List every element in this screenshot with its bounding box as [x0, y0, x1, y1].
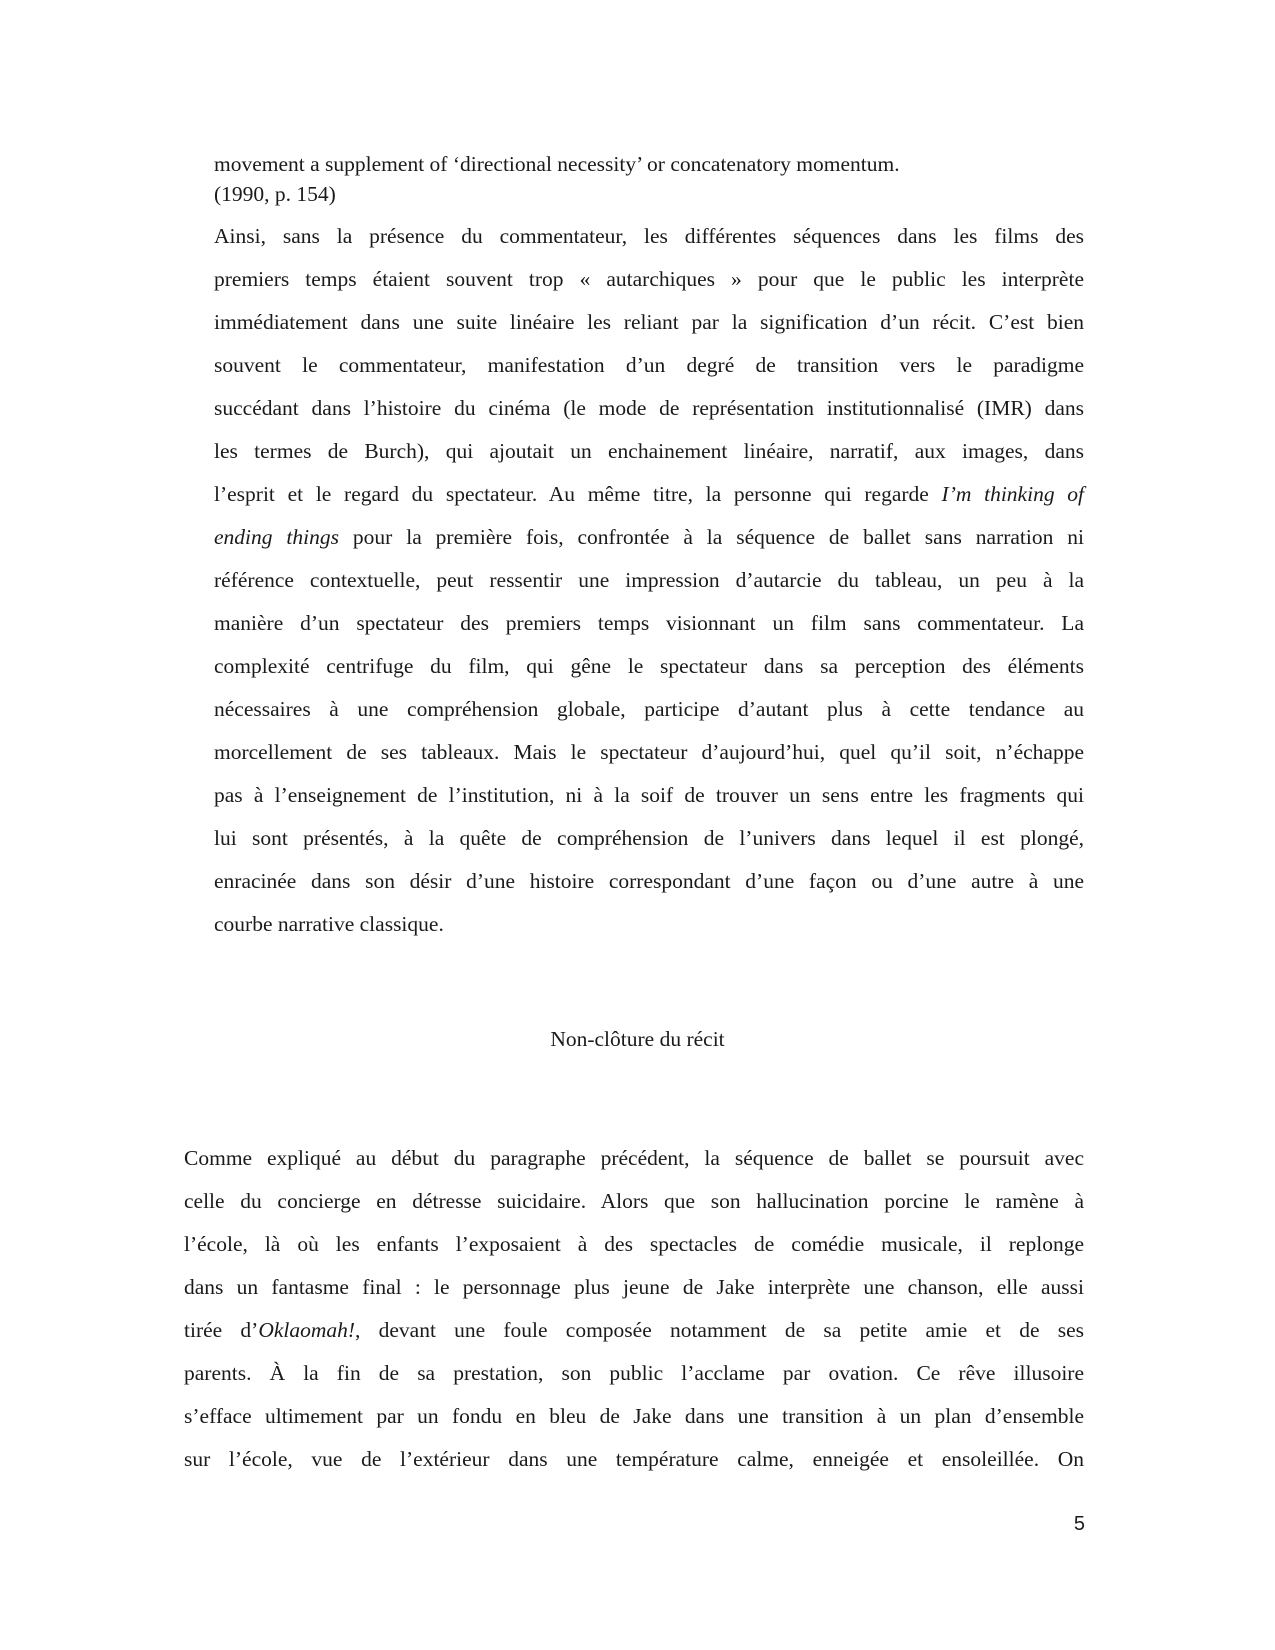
paragraph-line: immédiatement dans une suite linéaire les reliant par la signification d’un récit. C’est bien — [214, 310, 1084, 334]
paragraph-text: tirée d’ — [184, 1318, 259, 1342]
paragraph-line: Comme expliqué au début du paragraphe précédent, la séquence de ballet se poursuit avec — [184, 1146, 1084, 1170]
musical-title: Oklaomah! — [258, 1318, 356, 1342]
quote-line: movement a supplement of ‘directional necessity’ or concatenatory momentum. — [214, 152, 900, 176]
paragraph-line — [184, 1309, 1084, 1352]
paragraph-line: Ainsi, sans la présence du commentateur, les différentes séquences dans les films des — [214, 224, 1084, 248]
paragraph-line: dans un fantasme final : le personnage plus jeune de Jake interprète une chanson, elle aussi — [184, 1275, 1084, 1299]
paragraph-line: nécessaires à une compréhension globale, participe d’autant plus à cette tendance au — [214, 697, 1084, 721]
paragraph-line — [184, 473, 1084, 516]
paragraph-non-closure — [184, 1137, 1084, 1481]
paragraph-line: manière d’un spectateur des premiers temps visionnant un film sans commentateur. La — [214, 611, 1084, 635]
paragraph-line: morcellement de ses tableaux. Mais le spectateur d’aujourd’hui, quel qu’il soit, n’échappe — [214, 740, 1084, 764]
paragraph-line: référence contextuelle, peut ressentir une impression d’autarcie du tableau, un peu à la — [214, 568, 1084, 592]
paragraph-line: enracinée dans son désir d’une histoire correspondant d’une façon ou d’une autre à une — [214, 869, 1084, 893]
paragraph-text: , devant une foule composée notamment de sa petite amie et de ses — [355, 1318, 1084, 1342]
paragraph-line: souvent le commentateur, manifestation d’un degré de transition vers le paradigme — [214, 353, 1084, 377]
paragraph-line: courbe narrative classique. — [214, 912, 444, 936]
film-title: I’m thinking of — [941, 482, 1084, 506]
paragraph-line: pas à l’enseignement de l’institution, ni à la soif de trouver un sens entre les fragments qui — [214, 783, 1084, 807]
page-number: 5 — [1073, 1513, 1085, 1535]
paragraph-line: parents. À la fin de sa prestation, son public l’acclame par ovation. Ce rêve illusoire — [184, 1361, 1084, 1385]
paragraph-line: premiers temps étaient souvent trop « autarchiques » pour que le public les interprète — [214, 267, 1084, 291]
paragraph-line — [184, 516, 1084, 559]
paragraph-text: pour la première fois, confrontée à la séquence de ballet sans narration ni — [339, 525, 1084, 549]
paragraph-line: lui sont présentés, à la quête de compréhension de l’univers dans lequel il est plongé, — [214, 826, 1084, 850]
paragraph-line: s’efface ultimement par un fondu en bleu de Jake dans une transition à un plan d’ensemble — [184, 1404, 1084, 1428]
paragraph-line: celle du concierge en détresse suicidaire. Alors que son hallucination porcine le ramène à — [184, 1189, 1084, 1213]
paragraph-text: l’esprit et le regard du spectateur. Au même titre, la personne qui regarde — [214, 482, 942, 506]
paragraph-line: complexité centrifuge du film, qui gêne le spectateur dans sa perception des éléments — [214, 654, 1084, 678]
film-title: ending things — [214, 525, 339, 549]
block-quote — [214, 149, 1074, 209]
paragraph-line: succédant dans l’histoire du cinéma (le mode de représentation institutionnalisé (IMR) dans — [214, 396, 1084, 420]
paragraph-line: les termes de Burch), qui ajoutait un enchainement linéaire, narratif, aux images, dans — [214, 439, 1084, 463]
paragraph-autarchy — [184, 215, 1084, 946]
section-heading: Non-clôture du récit — [550, 1027, 725, 1051]
paragraph-line: sur l’école, vue de l’extérieur dans une température calme, enneigée et ensoleillée. On — [184, 1447, 1084, 1471]
quote-citation: (1990, p. 154) — [214, 182, 336, 206]
paragraph-line: l’école, là où les enfants l’exposaient à des spectacles de comédie musicale, il replonge — [184, 1232, 1084, 1256]
